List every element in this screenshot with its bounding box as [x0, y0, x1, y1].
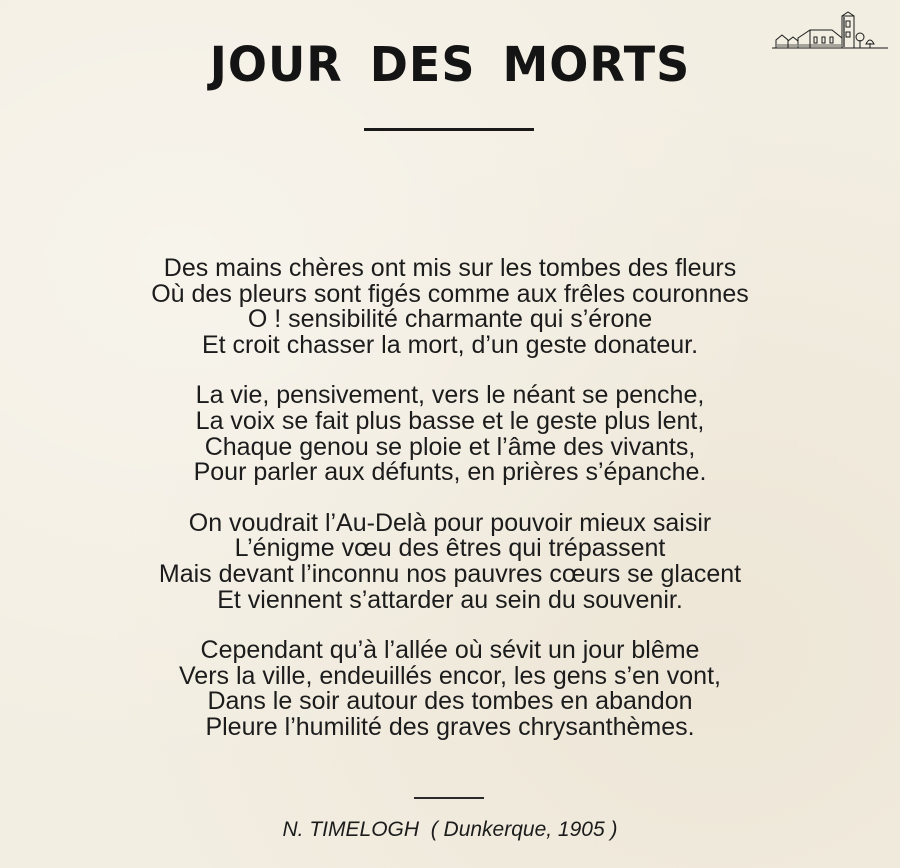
- signature-divider: [414, 797, 484, 799]
- poem-line: Vers la ville, endeuillés encor, les gens s’en vont,: [179, 661, 721, 690]
- poem-line: Pour parler aux défunts, en prières s’épanche.: [193, 458, 707, 487]
- poem-line: On voudrait l’Au-Delà pour pouvoir mieux saisir: [188, 508, 712, 537]
- stanza-4: [0, 638, 900, 740]
- poem: [0, 256, 900, 766]
- poem-line: Cependant qu’à l’allée où sévit un jour blême: [200, 636, 700, 665]
- poem-line: Où des pleurs sont figés comme aux frêles couronnes: [151, 279, 749, 308]
- page-title: JOUR DES MORTS: [209, 35, 691, 93]
- poem-line: Des mains chères ont mis sur les tombes des fleurs: [163, 254, 737, 282]
- signature: N. TIMELOGH ( Dunkerque, 1905 ): [282, 818, 618, 841]
- title-divider: [364, 128, 534, 131]
- poem-line: L’énigme vœu des êtres qui trépassent: [234, 534, 666, 563]
- poem-line: La vie, pensivement, vers le néant se penche,: [195, 381, 705, 410]
- poem-line: Dans le soir autour des tombes en abandon: [207, 687, 693, 716]
- stanza-2: [0, 383, 900, 485]
- poem-line: Et viennent s’attarder au sein du souvenir.: [217, 585, 683, 614]
- poem-line: La voix se fait plus basse et le geste plus lent,: [195, 406, 705, 435]
- poem-line: Pleure l’humilité des graves chrysanthèmes.: [205, 712, 695, 741]
- poem-line: Chaque genou se ploie et l’âme des vivants,: [204, 432, 696, 461]
- poem-line: Et croit chasser la mort, d’un geste donateur.: [201, 330, 699, 359]
- poem-line: Mais devant l’inconnu nos pauvres cœurs se glacent: [158, 559, 742, 588]
- poem-line: O ! sensibilité charmante qui s’érone: [247, 305, 653, 334]
- stanza-1: [0, 256, 900, 358]
- stanza-3: [0, 508, 900, 614]
